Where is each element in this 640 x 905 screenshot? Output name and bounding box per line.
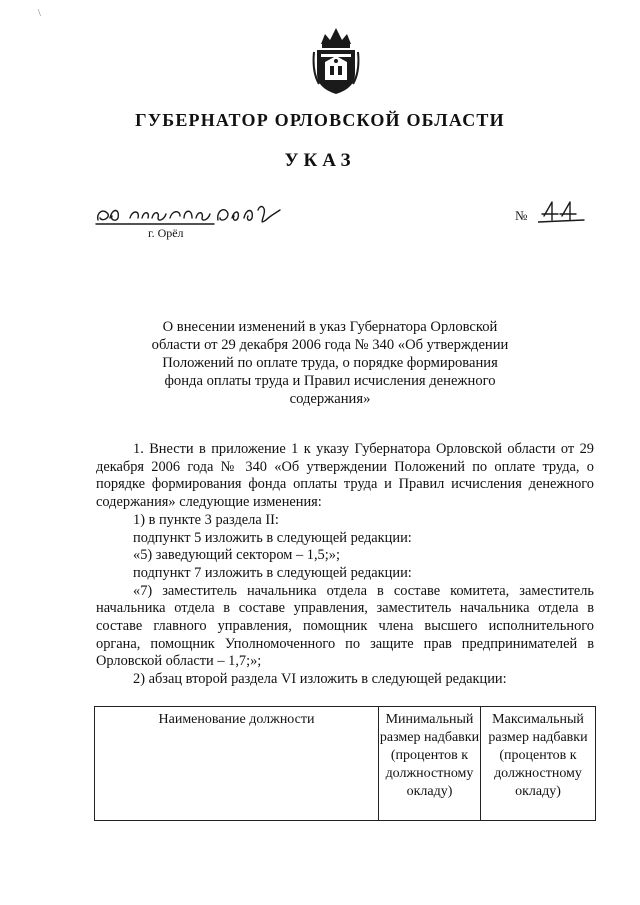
- title-line: содержания»: [289, 391, 371, 407]
- title-line: О внесении изменений в указ Губернатора Орловской: [162, 319, 498, 335]
- title-line: области от 29 декабря 2006 года № 340 «Об утверждении: [151, 337, 509, 353]
- decree-body: [96, 441, 594, 689]
- table-header-position: Наименование должности: [95, 707, 379, 820]
- issuing-authority: ГУБЕРНАТОР ОРЛОВСКОЙ ОБЛАСТИ: [135, 110, 505, 130]
- table-header-min-allowance: Минимальный размер надбавки (процентов к должностному окладу): [379, 707, 481, 820]
- allowance-table: [94, 706, 596, 821]
- table-header-max-allowance: Максимальный размер надбавки (процентов к должностному окладу): [488, 712, 588, 799]
- coat-of-arms-emblem: [311, 22, 361, 96]
- corner-mark: \: [38, 8, 41, 19]
- city-label: г. Орёл: [148, 226, 184, 240]
- paragraph: подпункт 5 изложить в следующей редакции:: [133, 529, 412, 546]
- document-type: УКАЗ: [284, 150, 356, 171]
- paragraph: 2) абзац второй раздела VI изложить в следующей редакции:: [133, 671, 507, 688]
- handwritten-date: [94, 200, 284, 226]
- paragraph: «7) заместитель начальника отдела в составе комитета, заместитель начальника отдела в составе управления, заместитель начальника отдела в составе главного управления, помощник члена высшего исполнительного органа, помощник Уполномоченного по защите прав предпринимателей в Орловской области – 1,7;»;: [96, 582, 594, 670]
- title-line: Положений по оплате труда, о порядке формирования: [162, 355, 498, 371]
- paragraph: 1. Внести в приложение 1 к указу Губернатора Орловской области от 29 декабря 2006 года № 340 «Об утверждении Положений по оплате труда, о порядке формирования фонда оплаты труда и Правил исчисления денежного содержания» следующие изменения:: [96, 441, 594, 511]
- paragraph: 1) в пункте 3 раздела II:: [133, 511, 279, 528]
- paragraph: «5) заведующий сектором – 1,5;»;: [133, 547, 340, 564]
- number-label: №: [515, 208, 528, 223]
- decree-title: [150, 318, 510, 408]
- paragraph: подпункт 7 изложить в следующей редакции:: [133, 564, 412, 581]
- handwritten-number: [538, 198, 586, 230]
- title-line: фонда оплаты труда и Правил исчисления денежного: [164, 373, 496, 389]
